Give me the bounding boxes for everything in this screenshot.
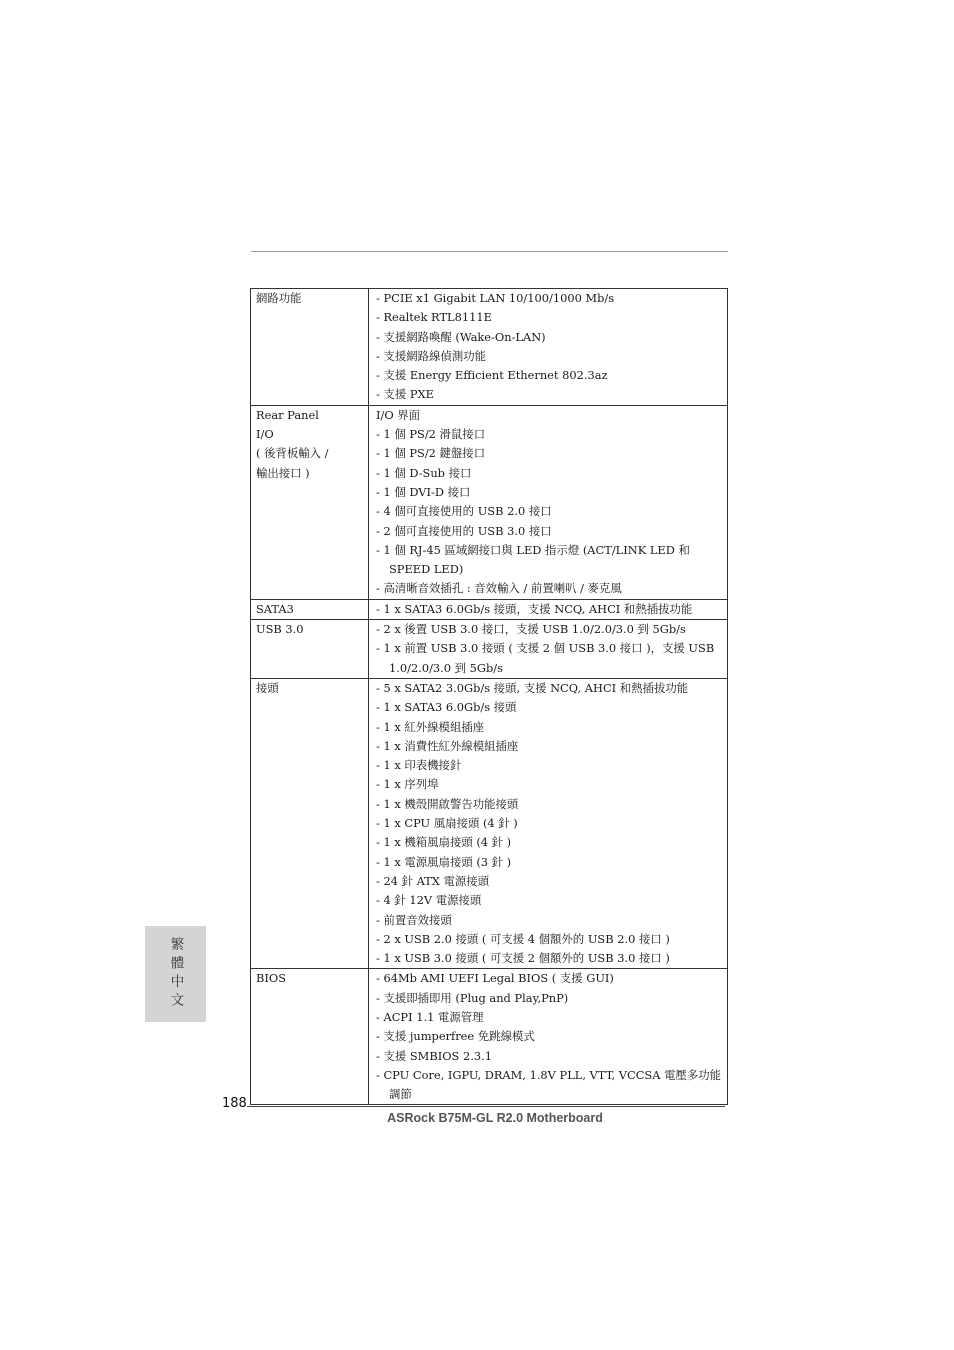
row-values (369, 620, 728, 679)
list-item: - 支援網路線偵測功能 (376, 348, 486, 363)
table-row (251, 678, 728, 968)
list-item: - 1 x CPU 風扇接頭 (4 針 ) (376, 816, 518, 831)
list-item: - 2 x USB 2.0 接頭 ( 可支援 4 個額外的 USB 2.0 接口 ) (376, 931, 670, 946)
page-number: 188 (222, 1096, 247, 1111)
header-rule (251, 251, 728, 252)
list-item: - 1 x 前置 USB 3.0 接頭 ( 支援 2 個 USB 3.0 接口 )，支援 USB 1.0/2.0/3.0 到 5Gb/s (376, 641, 715, 675)
list-item: - 支援 PXE (376, 387, 434, 402)
list-item: - 1 個 DVI-D 接口 (376, 484, 471, 499)
table-row (251, 599, 728, 619)
row-label (251, 620, 369, 679)
spec-table (250, 288, 728, 1105)
row-values (369, 289, 728, 406)
list-item: - 24 針 ATX 電源接頭 (376, 873, 490, 888)
row-values (369, 678, 728, 968)
language-label: 繁體中文 (167, 937, 184, 1011)
label-text: BIOS (256, 971, 287, 986)
row-label (251, 969, 369, 1105)
row-label (251, 405, 369, 599)
list-item: - 支援 jumperfree 免跳線模式 (376, 1029, 535, 1044)
table-row (251, 289, 728, 406)
label-text: ( 後背板輸入 / (256, 446, 329, 461)
list-item: - 1 x 序列埠 (376, 777, 439, 792)
row-values (369, 405, 728, 599)
footer-rule (247, 1106, 725, 1107)
list-item: - 1 個 PS/2 滑鼠接口 (376, 427, 486, 442)
list-item: - 1 x 紅外線模組插座 (376, 719, 485, 734)
list-item: - 高清晰音效插孔 : 音效輸入 / 前置喇叭 / 麥克風 (376, 581, 622, 596)
list-item: I/O 界面 (376, 407, 421, 422)
label-text: 接頭 (256, 680, 279, 695)
list-item: - 1 個 D-Sub 接口 (376, 465, 472, 480)
list-item: - 1 個 RJ-45 區域網接口與 LED 指示燈 (ACT/LINK LED 和 SPEED LED) (376, 542, 690, 577)
row-label (251, 599, 369, 619)
list-item: - 1 x SATA3 6.0Gb/s 接頭 (376, 700, 517, 715)
table-row (251, 969, 728, 1105)
list-item: - 1 x 消費性紅外線模組插座 (376, 738, 519, 753)
list-item: - 4 個可直接使用的 USB 2.0 接口 (376, 504, 552, 519)
list-item: - 1 x 電源風扇接頭 (3 針 ) (376, 854, 512, 869)
list-item: - 1 x SATA3 6.0Gb/s 接頭，支援 NCQ, AHCI 和熱插拔功能 (376, 601, 693, 616)
label-text: SATA3 (256, 601, 294, 616)
list-item: - 前置音效接頭 (376, 912, 452, 927)
list-item: - ACPI 1.1 電源管理 (376, 1009, 484, 1024)
list-item: - 1 x 機殼開啟警告功能接頭 (376, 796, 519, 811)
label-text: 輸出接口 ) (256, 465, 310, 480)
list-item: - 4 針 12V 電源接頭 (376, 893, 482, 908)
list-item: - 支援 SMBIOS 2.3.1 (376, 1048, 492, 1063)
label-text: USB 3.0 (256, 622, 304, 637)
list-item: - 支援 Energy Efficient Ethernet 802.3az (376, 368, 608, 383)
row-values (369, 599, 728, 619)
row-label (251, 678, 369, 968)
label-text: I/O (256, 427, 274, 442)
list-item: - 1 x USB 3.0 接頭 ( 可支援 2 個額外的 USB 3.0 接口 ) (376, 951, 670, 966)
row-label (251, 289, 369, 406)
list-item: - 1 x 印表機接針 (376, 758, 462, 773)
table-row (251, 405, 728, 599)
row-values (369, 969, 728, 1105)
list-item: - 支援網路喚醒 (Wake-On-LAN) (376, 329, 546, 344)
table-row (251, 620, 728, 679)
label-text: 網路功能 (256, 291, 302, 305)
list-item: - 64Mb AMI UEFI Legal BIOS ( 支援 GUI) (376, 971, 614, 986)
list-item: - PCIE x1 Gigabit LAN 10/100/1000 Mb/s (376, 291, 615, 305)
list-item: - Realtek RTL8111E (376, 310, 492, 325)
list-item: - 1 x 機箱風扇接頭 (4 針 ) (376, 835, 512, 850)
list-item: - CPU Core, IGPU, DRAM, 1.8V PLL, VTT, VCCSA 電壓多功能調節 (376, 1067, 722, 1102)
list-item: - 5 x SATA2 3.0Gb/s 接頭, 支援 NCQ, AHCI 和熱插拔功能 (376, 680, 689, 695)
list-item: - 支援即插即用 (Plug and Play,PnP) (376, 990, 569, 1005)
list-item: - 2 x 後置 USB 3.0 接口，支援 USB 1.0/2.0/3.0 到 5Gb/s (376, 622, 686, 637)
list-item: - 2 個可直接使用的 USB 3.0 接口 (376, 523, 552, 538)
language-side-tab (145, 926, 206, 1022)
list-item: - 1 個 PS/2 鍵盤接口 (376, 446, 486, 461)
label-text: Rear Panel (256, 407, 319, 422)
footer-title: ASRock B75M-GL R2.0 Motherboard (387, 1111, 603, 1125)
